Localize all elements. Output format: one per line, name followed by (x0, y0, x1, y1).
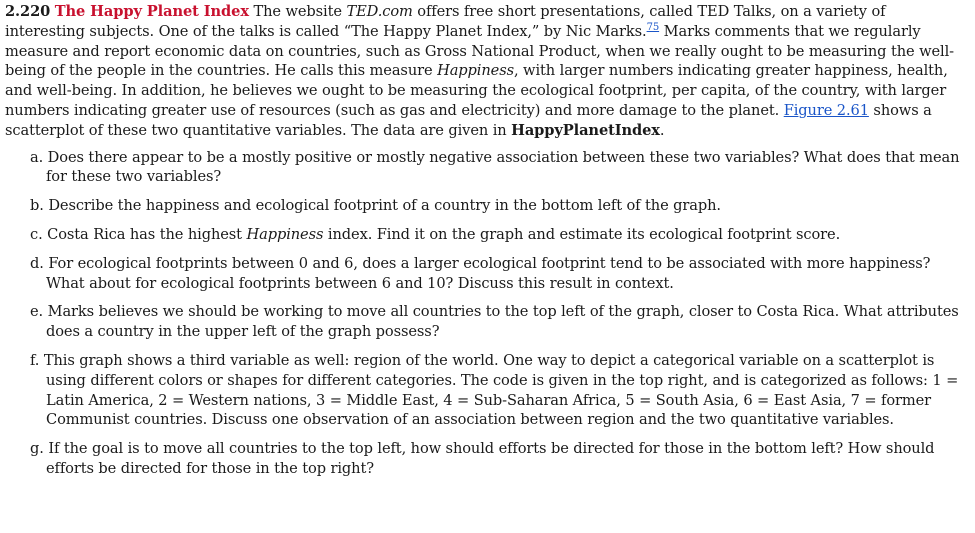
figure-link[interactable]: Figure 2.61 (783, 101, 869, 119)
dataset-name: HappyPlanetIndex (511, 121, 660, 139)
part-c (30, 225, 960, 245)
part-c-text-2: index. Find it on the graph and estimate its ecological footprint score. (323, 225, 841, 243)
measure-name: Happiness (437, 62, 514, 80)
problem-title: The Happy Planet Index (54, 3, 249, 20)
part-e: e. Marks believes we should be working to move all countries to the top left of the graph, closer to Costa Rica. What attributes does a country in the upper left of the graph possess? (30, 303, 959, 341)
intro-text-1: The website (248, 3, 347, 20)
part-d: d. For ecological footprints between 0 and 6, does a larger ecological footprint tend to be associated with more happiness? What about for ecological footprints between 6 and 10? Discuss this result in context. (30, 254, 931, 292)
problem-number: 2.220 (5, 3, 51, 20)
intro-text-2: offers free short presentations, called TED Talks, on a variety of interesting subjects. One of the talks is called “The Happy Planet Index,” by Nic Marks. (5, 3, 886, 40)
part-c-text-1: c. Costa Rica has the highest (30, 225, 247, 243)
part-b: b. Describe the happiness and ecological footprint of a country in the bottom left of the graph. (30, 197, 721, 215)
intro-text-4: , with larger numbers indicating greater happiness, health, and well-being. In addition, he believes we ought to be measuring the ecological footprint, per capita, of the country, with larger numbers indicating greater use of resources (such as gas and electricity) and more damage to the planet. (5, 62, 948, 119)
site-name: TED.com (346, 3, 413, 20)
part-f: f. This graph shows a third variable as well: region of the world. One way to depict a categorical variable on a scatterplot is using different colors or shapes for different categories. The code is given in the top right, and is categorized as follows: 1 = Latin America, 2 = Western nations, 3 = Middle East, 4 = Sub-Saharan Africa, 5 = South Asia, 6 = East Asia, 7 = former Communist countries. Discuss one observation of an association between region and the two quantitative variables. (30, 351, 959, 429)
question-parts (5, 148, 960, 479)
part-a: a. Does there appear to be a mostly positive or mostly negative association between these two variables? What does that mean for these two variables? (30, 148, 960, 186)
intro-text-5: shows a scatterplot of these two quantitative variables. The data are given in (5, 101, 932, 139)
intro-text-6: . (659, 121, 665, 139)
problem-intro (5, 2, 960, 141)
part-c-emphasis: Happiness (246, 225, 324, 243)
footnote-link[interactable]: 75 (646, 21, 660, 33)
part-g: g. If the goal is to move all countries to the top left, how should efforts be directed for those in the bottom left? How should efforts be directed for those in the top right? (30, 440, 935, 477)
intro-text-3: Marks comments that we regularly measure and report economic data on countries, such as Gross National Product, when we really ought to be measuring the well-being of the people in the countries. He calls this measure (5, 22, 954, 80)
